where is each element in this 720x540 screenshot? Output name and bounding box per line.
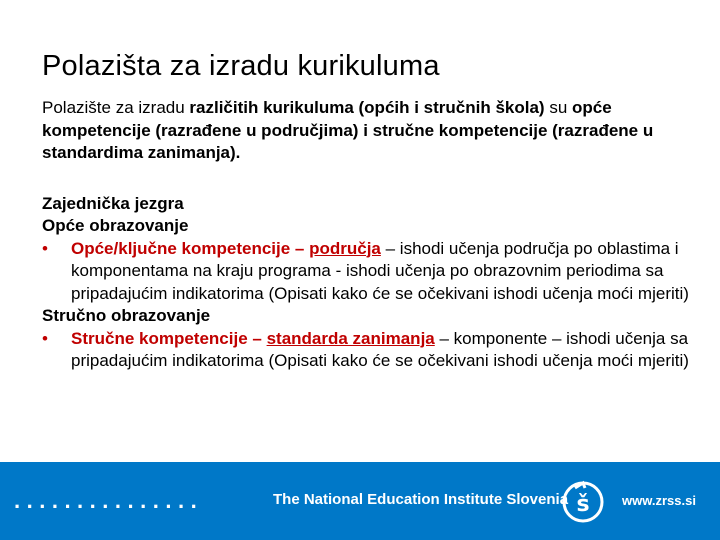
bullet-dot: • — [42, 328, 48, 348]
intro-paragraph — [42, 97, 692, 165]
intro-rest-plain: su — [544, 98, 572, 117]
heading-vocational: Stručno obrazovanje — [42, 306, 211, 325]
slide-title: Polazišta za izradu kurikuluma — [42, 50, 440, 82]
bullet1-red-underlined: područja — [309, 238, 381, 258]
heading-core: Zajednička jezgra — [42, 193, 184, 213]
bullet-dot: • — [42, 238, 48, 258]
footer-dots: ............... — [14, 488, 204, 513]
bullet-vocational-competences — [42, 328, 692, 373]
bullet2-rest: – komponente – ishodi učenja sa pripadajućim indikatorima (Opisati kako će se očekivani ishodi učenja moći mjeriti) — [71, 328, 689, 370]
svg-text:š: š — [576, 492, 590, 517]
institute-name: The National Education Institute Slovenia — [273, 491, 569, 508]
heading-general: Opće obrazovanje — [42, 216, 189, 235]
bullet2-red: Stručne kompetencije – — [71, 328, 267, 348]
bullet1-red: Opće/ključne kompetencije – — [71, 238, 310, 258]
slide-body — [42, 97, 692, 373]
bullet1-rest: – ishodi učenja područja po oblastima i komponentama na kraju programa - ishodi učenja po obrazovnim periodima sa pripadajućim indikatorima (Opisati kako će se očekivani ishodi učenja moći mjeriti) — [71, 238, 689, 303]
intro-plain: Polazište za izradu — [42, 98, 190, 117]
footer-bar — [0, 462, 720, 540]
website-link[interactable]: www.zrss.si — [622, 493, 696, 508]
bullet-general-competences — [42, 238, 692, 306]
bullet2-red-underlined: standarda zanimanja — [266, 328, 435, 348]
intro-bold: različitih kurikuluma (općih i stručnih škola) — [189, 98, 545, 117]
intro-rest-bold: opće kompetencije (razrađene u područjima) i stručne kompetencije (razrađene u standardima zanimanja). — [42, 98, 654, 162]
zrss-logo-icon — [561, 480, 605, 524]
